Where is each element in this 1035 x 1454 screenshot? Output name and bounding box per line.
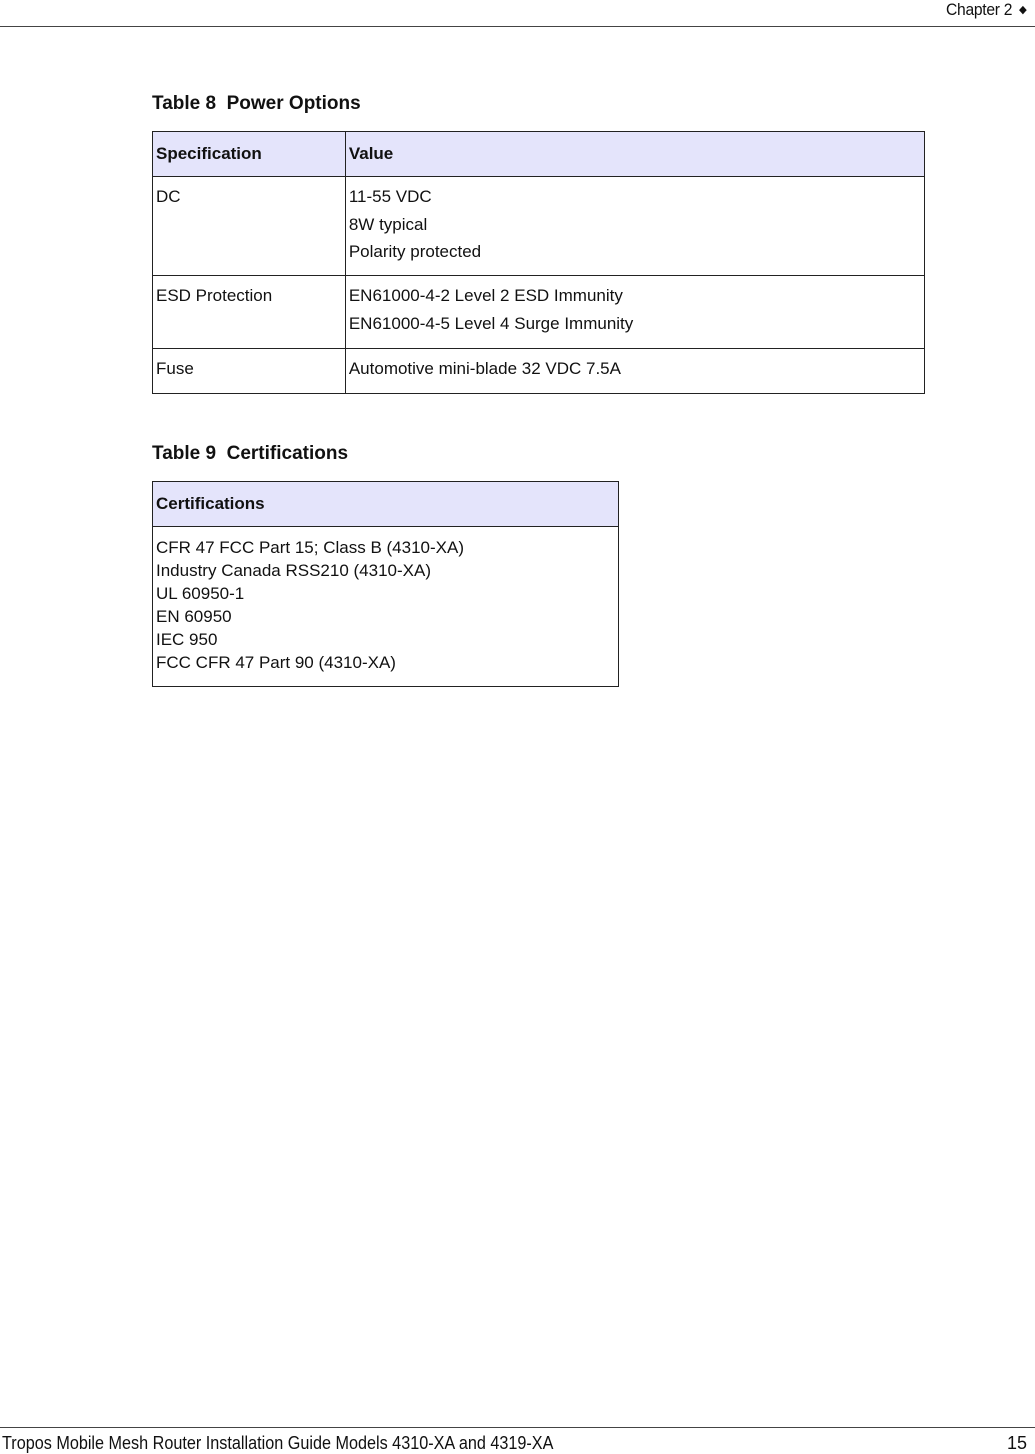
- power-options-table: [152, 131, 925, 394]
- value-line: 11-55 VDC: [348, 187, 432, 206]
- spec-cell: [153, 276, 346, 349]
- header-rule: [0, 26, 1035, 27]
- certification-item: FCC CFR 47 Part 90 (4310-XA): [156, 653, 396, 672]
- value-line: EN61000-4-2 Level 2 ESD Immunity: [348, 286, 623, 305]
- spec-label: ESD Protection: [156, 286, 273, 305]
- column-header-certifications: Certifications: [153, 482, 619, 527]
- table-header-row: [153, 132, 925, 177]
- running-footer-title: Tropos Mobile Mesh Router Installation Guide Models 4310-XA and 4319-XA: [2, 1433, 554, 1453]
- table-8-caption: Table 8 Power Options: [152, 93, 361, 114]
- table-row: [153, 349, 925, 394]
- spec-label: Fuse: [156, 359, 194, 378]
- column-header-specification: Specification: [153, 132, 346, 177]
- table-row: [153, 177, 925, 276]
- table-header-row: [153, 482, 619, 527]
- certification-item: IEC 950: [156, 630, 218, 649]
- certifications-cell: [153, 527, 619, 687]
- value-cell: [345, 349, 924, 394]
- table-row: [153, 276, 925, 349]
- value-line: EN61000-4-5 Level 4 Surge Immunity: [348, 314, 634, 333]
- value-line: 8W typical: [348, 215, 428, 234]
- certification-item: UL 60950-1: [156, 584, 245, 603]
- spec-label: DC: [156, 187, 181, 206]
- running-header: [946, 0, 1027, 22]
- footer-rule: [0, 1427, 1035, 1428]
- spec-cell: [153, 177, 346, 276]
- table-row: [153, 527, 619, 687]
- value-line: Automotive mini-blade 32 VDC 7.5A: [348, 359, 621, 378]
- certification-item: Industry Canada RSS210 (4310-XA): [156, 561, 431, 580]
- certification-item: EN 60950: [156, 607, 232, 626]
- chapter-label: Chapter 2: [946, 0, 1013, 19]
- certification-item: CFR 47 FCC Part 15; Class B (4310-XA): [156, 538, 464, 557]
- value-line: Polarity protected: [348, 242, 482, 261]
- certifications-table: [152, 481, 619, 687]
- value-cell: [345, 276, 924, 349]
- column-header-value: Value: [345, 132, 924, 177]
- diamond-icon: ◆: [1019, 4, 1027, 16]
- table-9-caption: Table 9 Certifications: [152, 443, 349, 464]
- value-cell: [345, 177, 924, 276]
- page-number: 15: [1006, 1433, 1027, 1453]
- spec-cell: [153, 349, 346, 394]
